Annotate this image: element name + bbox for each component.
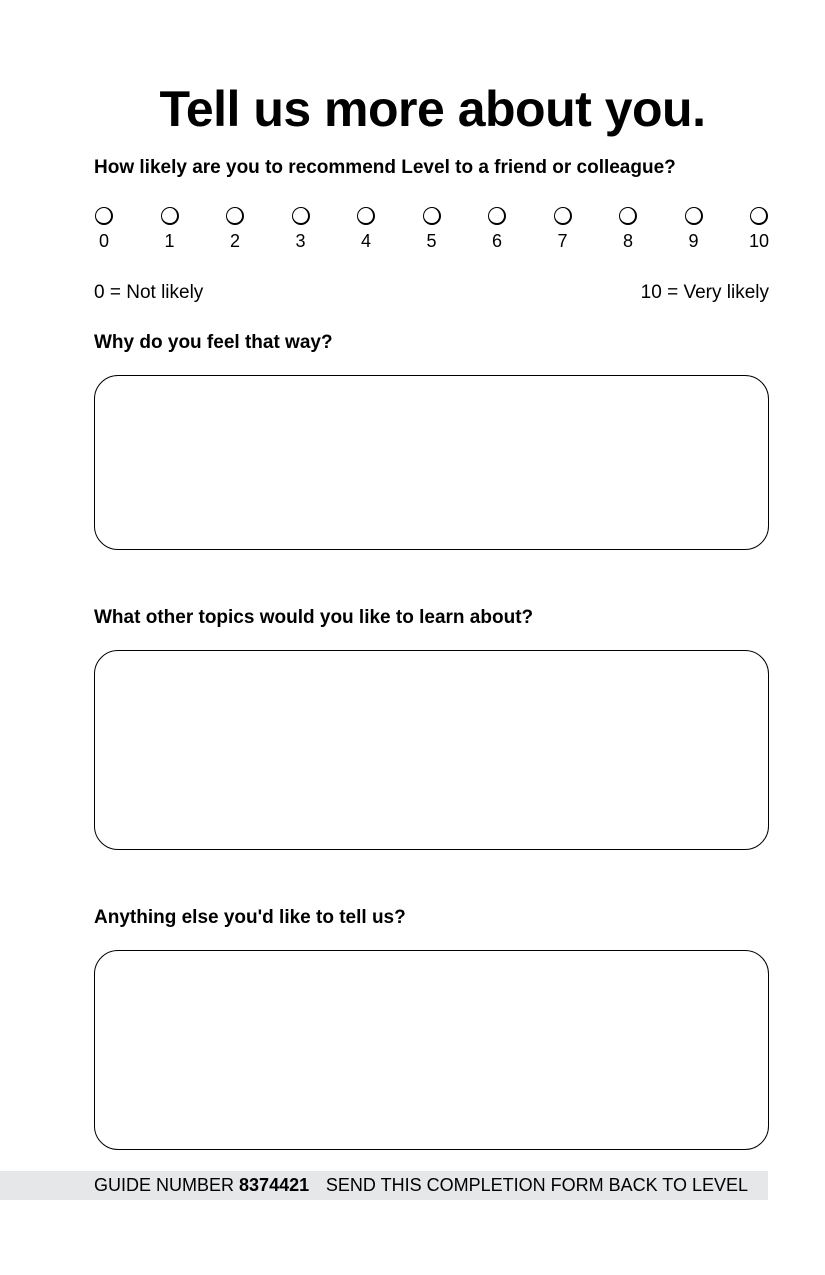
anything-else-answer-box[interactable] bbox=[94, 950, 769, 1150]
radio-button-6[interactable] bbox=[488, 207, 506, 225]
radio-button-10[interactable] bbox=[750, 207, 768, 225]
scale-label-8: 8 bbox=[622, 231, 633, 251]
scale-option-5[interactable] bbox=[417, 207, 447, 251]
scale-label-7: 7 bbox=[557, 231, 568, 251]
radio-button-2[interactable] bbox=[226, 207, 244, 225]
why-answer-box[interactable] bbox=[94, 375, 769, 550]
scale-option-1[interactable] bbox=[155, 207, 185, 251]
scale-option-3[interactable] bbox=[286, 207, 316, 251]
scale-label-6: 6 bbox=[491, 231, 502, 251]
scale-label-4: 4 bbox=[360, 231, 371, 251]
guide-number-value: 8374421 bbox=[239, 1175, 310, 1195]
radio-button-3[interactable] bbox=[292, 207, 310, 225]
scale-option-7[interactable] bbox=[548, 207, 578, 251]
question-topics: What other topics would you like to learn about? bbox=[94, 607, 534, 628]
scale-option-2[interactable] bbox=[220, 207, 250, 251]
scale-option-9[interactable] bbox=[679, 207, 709, 251]
radio-button-7[interactable] bbox=[554, 207, 572, 225]
scale-label-1: 1 bbox=[164, 231, 175, 251]
radio-button-5[interactable] bbox=[423, 207, 441, 225]
send-instructions: SEND THIS COMPLETION FORM BACK TO LEVEL bbox=[325, 1175, 748, 1195]
radio-button-4[interactable] bbox=[357, 207, 375, 225]
scale-label-0: 0 bbox=[98, 231, 109, 251]
scale-option-6[interactable] bbox=[482, 207, 512, 251]
guide-number-label: GUIDE NUMBER bbox=[94, 1175, 235, 1195]
topics-answer-box[interactable] bbox=[94, 650, 769, 850]
radio-button-9[interactable] bbox=[685, 207, 703, 225]
footer-bar bbox=[0, 1171, 768, 1200]
scale-option-0[interactable] bbox=[89, 207, 119, 251]
scale-label-5: 5 bbox=[426, 231, 437, 251]
scale-low-label: 0 = Not likely bbox=[94, 282, 204, 303]
question-recommend: How likely are you to recommend Level to a friend or colleague? bbox=[94, 157, 676, 178]
scale-label-3: 3 bbox=[295, 231, 306, 251]
scale-option-4[interactable] bbox=[351, 207, 381, 251]
scale-option-8[interactable] bbox=[613, 207, 643, 251]
scale-label-9: 9 bbox=[688, 231, 699, 251]
question-anything-else: Anything else you'd like to tell us? bbox=[94, 907, 406, 928]
radio-button-1[interactable] bbox=[161, 207, 179, 225]
scale-high-label: 10 = Very likely bbox=[640, 282, 769, 303]
scale-option-10[interactable] bbox=[744, 207, 774, 251]
radio-button-8[interactable] bbox=[619, 207, 637, 225]
scale-label-2: 2 bbox=[229, 231, 240, 251]
guide-number-block bbox=[94, 1171, 309, 1200]
radio-button-0[interactable] bbox=[95, 207, 113, 225]
scale-label-10: 10 bbox=[748, 231, 770, 251]
recommend-scale bbox=[94, 207, 770, 257]
page-title: Tell us more about you. bbox=[159, 81, 706, 137]
question-why: Why do you feel that way? bbox=[94, 332, 333, 353]
